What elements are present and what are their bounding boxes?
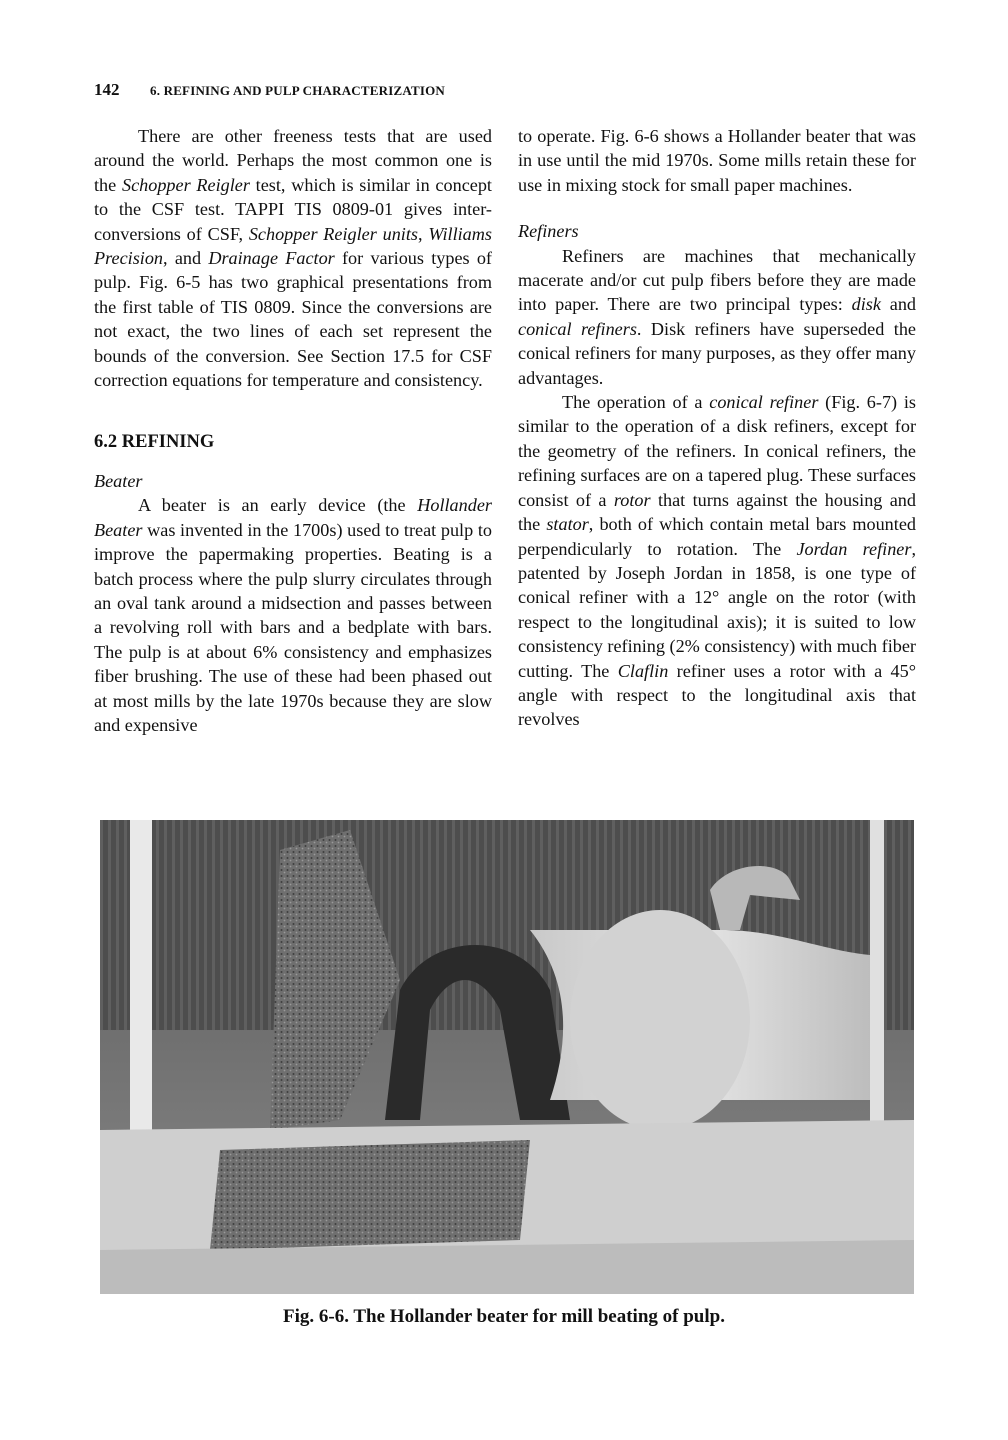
paragraph-beater: A beater is an early device (the Hollander Beater was invented in the 1700s) used to treat pulp to improve the papermaking properties. Beating is a batch process where the pulp slurry circulates through an oval tank around a midsection and passes between a revolving roll with bars and a bedplate with bars. The pulp is at about 6% consistency and emphasizes fiber brushing. The use of these had been phased out at most mills by the late 1970s because they are slow and expensive	[94, 495, 492, 735]
page-number: 142	[94, 80, 120, 99]
running-title: 6. REFINING AND PULP CHARACTERIZATION	[150, 83, 445, 98]
figure-caption: Fig. 6-6. The Hollander beater for mill beating of pulp.	[283, 1306, 725, 1327]
page-header	[94, 80, 445, 100]
subheading-beater: Beater	[94, 470, 143, 491]
paragraph-freeness-tests: There are other freeness tests that are used around the world. Perhaps the most common one is the Schopper Reigler test, which is similar in concept to the CSF test. TAPPI TIS 0809-01 gives inter-conversions of CSF, Schopper Reigler units, Williams Precision, and Drainage Factor for various types of pulp. Fig. 6-5 has two graphical presentations from the first table of TIS 0809. Since the conversions are not exact, the two lines of each set represent the bounds of the conversion. See Section 17.5 for CSF correction equations for temperature and consistency.	[94, 126, 492, 391]
paragraph-refiners: Refiners are machines that mechanically macerate and/or cut pulp fibers before they are made into paper. There are two principal types: disk and conical refiners. Disk refiners have superseded the conical refiners for many purposes, as they offer many advantages.	[518, 245, 917, 388]
paragraph-conical-refiner: The operation of a conical refiner (Fig. 6-7) is similar to the operation of a disk refiners, except for the geometry of the refiners. In conical refiners, the refining surfaces are on a tapered plug. These surfaces consist of a rotor that turns against the housing and the stator, both of which contain metal bars mounted perpendicularly to rotation. The Jordan refiner, patented by Joseph Jordan in 1858, is one type of conical refiner with a 12° angle on the rotor (with respect to the longitudinal axis); it is suited to low consistency refining (2% consistency) with much fiber cutting. The Claflin refiner uses a rotor with a 45° angle with respect to the longitudinal axis that revolves	[518, 392, 917, 730]
section-heading: 6.2 REFINING	[94, 432, 215, 453]
subheading-refiners: Refiners	[518, 221, 579, 242]
hollander-beater-photo	[100, 820, 914, 1294]
paragraph-continued: to operate. Fig. 6-6 shows a Hollander beater that was in use until the mid 1970s. Some mills retain these for use in mixing stock for small paper machines.	[518, 126, 916, 195]
right-column	[518, 124, 916, 732]
left-column	[94, 124, 492, 737]
